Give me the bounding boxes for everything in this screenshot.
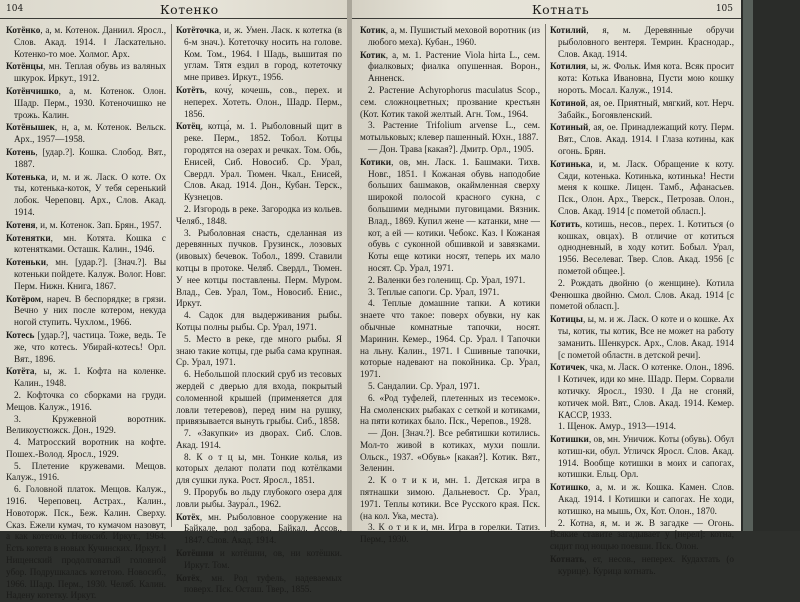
entry-headword: Котёнчишко	[6, 85, 59, 96]
column-rule	[171, 24, 172, 527]
entry-text: , кочу́, кочешь, сов., перех. и неперех. Хотеть. Олон., Шадр. Перм., 1856.	[184, 84, 342, 119]
entry-text: , и, м. Ласк. Обращение к коту. Сяди, котенька. Котинька, котинька! Нести меня к кошке. Лицен. Тамб., Афанасьев. Пск., Олон. Арх., Тверск., Петрозав. Олон., Слов. Акад. 1914 [с пометой обласп.].	[558, 158, 734, 216]
entry-sense	[176, 334, 342, 369]
entry-headword: Котишки	[550, 434, 589, 445]
entry-headword: Котеня	[6, 219, 36, 230]
entry-text: 5. Плетение кружевами. Мещов. Калуж., 1916.	[6, 460, 166, 483]
entry-text: 2. Валенки без голенищ. Ср. Урал, 1971.	[368, 274, 526, 285]
entry-headword: Котиный	[550, 122, 589, 133]
entry-text: — Дон. Трава [какая?]. Дмитр. Орл., 1905.	[368, 143, 534, 154]
entry-headword: Котёц	[176, 121, 201, 132]
entry-text: , ы, м. и ж. Ласк. О коте и о кошке. Ах ты, котик, ты котик, Все не может на работу заманить. Шенкурск. Арх., Слов. Акад. 1914 [с пометой областн. в детской речи].	[558, 314, 734, 360]
entry-text: 2. Изгородь в реке. Загородка из кольев. Челяб., 1848.	[176, 203, 342, 226]
entry-sense	[360, 522, 540, 546]
entry-sense	[360, 275, 540, 287]
entry-headword: Котёть	[176, 84, 205, 95]
entry-text: 6. Головной платок. Мещов. Калуж., 1916. Череповец. Астрах., Калин., Новоторж. Пск., Беж. Калин. Сверху. Сказ. Ежели кумач, то кумачом назовут, а как котетою. Новосиб. Иркут., 1964. Есть котета в новых Кучинских. Иркут. ‖ Нищенский продолговатый головной убор. Подрушкалась котетою. Новосиб., 1966. Шадр. Перм., 1930. Челяб. Калин. Надену котетку. Иркут.	[6, 484, 166, 601]
left-running-head: Котенко	[160, 2, 219, 17]
entry-text: , мн. Рыболовное сооружение на Байкале, род забора. Байкал. Ассов., 1847. Слов. Акад. 1914.	[184, 511, 342, 546]
entry-text: , и, ж. Умен. Ласк. к котетка (в 6-м знач.). Котеточку носить на голове. Ком. Том., 1964. ‖ Шадь, вышитая по углам. Тятя ездил в город, котеточку мне привез. Иркут., 1956.	[184, 25, 342, 83]
right-page	[352, 0, 741, 576]
entry-text: , а, м. Пушистый меховой воротник (из любого меха). Кубан., 1960.	[368, 25, 540, 47]
dictionary-entry	[360, 50, 540, 85]
entry-headword: Котнать	[550, 554, 585, 565]
entry-text: , нареч. В беспорядке; в грязи. Вечно у них после котером, некуда ногой ступить. Чухлом., 1966.	[14, 293, 166, 328]
dictionary-entry	[550, 362, 734, 421]
entry-text: [удар.?], частица. Тоже, ведь. Те же, что котесь. Убирай-котесь! Орл. Вят., 1896.	[14, 329, 166, 364]
entry-sense	[176, 452, 342, 487]
entry-headword: Котенятки	[6, 232, 51, 243]
entry-sense	[360, 475, 540, 522]
entry-text: 2. Кофточка со сборками на груди. Мещов. Калуж., 1916.	[6, 389, 166, 412]
entry-headword: Котёром	[6, 293, 42, 304]
entry-text: 4. Матросский воротник на кофте. Пошех.-Волод. Яросл., 1929.	[6, 437, 166, 459]
dictionary-entry	[550, 98, 734, 122]
entry-sense	[360, 144, 540, 156]
dictionary-entry	[6, 220, 166, 232]
entry-sense	[360, 120, 540, 144]
dictionary-entry	[6, 172, 166, 219]
left-column-2	[176, 24, 342, 595]
right-page-header	[352, 2, 741, 19]
entry-headword: Котишко	[550, 482, 589, 493]
entry-text: , ов, мн. Уничиж. Коты (обувь). Обул котиш-ки, обул. Угличск Яросл. Слов. Акад. 1914. Вообще котишки в моих и сапогах, котишки. Ельц. Орл.	[558, 434, 734, 480]
left-page-number: 104	[6, 4, 24, 14]
entry-text: 3. Теплые сапоги. Ср. Урал, 1971.	[368, 286, 500, 297]
entry-sense	[6, 390, 166, 414]
entry-headword: Котёнко	[6, 25, 41, 35]
entry-sense	[176, 428, 342, 452]
entry-text: 9. Прорубь во льду глубокого озера для ловли рыбы. Заура́л., 1962.	[176, 487, 342, 509]
entry-sense	[360, 287, 540, 299]
entry-headword: Котёточка	[176, 25, 219, 35]
left-page-header	[0, 2, 349, 19]
entry-text: , ая, ое. Принадлежащий коту. Перм. Вят., Слов. Акад. 1914. ‖ Глаза котины, как огонь. Брян.	[558, 122, 734, 156]
dictionary-entry	[6, 366, 166, 390]
dictionary-entry	[176, 573, 342, 597]
entry-sense	[176, 228, 342, 311]
entry-text: 6. Небольшой плоский сруб из тесовых жердей с дверью для входа, покрытый соломенной крышей (применяется для ловли тетеревов), перед ним на рушку, привязывается вынуть грыбы. Сиб., 1858.	[176, 369, 342, 427]
entry-sense	[6, 414, 166, 438]
entry-text: , а, м. Котенок. Олон. Шадр. Перм., 1930. Котеночишко не трожь. Калин.	[14, 85, 166, 120]
entry-sense	[176, 369, 342, 428]
dictionary-entry	[550, 314, 734, 361]
entry-text: , ов, мн. Ласк. 1. Башмаки. Тихв. Новг., 1851. ‖ Кожаная обувь наподобие больших башмаков, окаймленная сверху широкой полосой красного сукна, с большими медными пуговицами. Вязник. Влад., 1869. Купил жене — катанки, мне — кот, а ей — котики. Чебокс. Каз. ‖ Кожаная обувь с суконной обшивкой и завязками. Коты еще котики носят, теперь их мало носят. Ср. Урал, 1971.	[368, 156, 540, 273]
entry-text: 7. «Закупки» из дворах. Сиб. Слов. Акад. 1914.	[176, 428, 342, 450]
right-page-number: 105	[715, 4, 733, 14]
dictionary-entry	[550, 482, 734, 517]
entry-headword: Котичек	[550, 362, 586, 373]
dictionary-entry	[550, 219, 734, 278]
dictionary-entry	[550, 61, 734, 96]
entry-text: 1. Щенок. Амур., 1913—1914.	[558, 421, 676, 432]
entry-sense	[360, 298, 540, 381]
entry-text: 2. Котна, я, м. и ж. В загадке — Огонь. Всякие ставите загадывает у [нерел]: котна, сидит под нощью поевши. Пск. Олон.	[550, 517, 734, 552]
entry-text: 6. «Род туфелей, плетенных из тесемок». На смоленских рыбаках с сеткой и котиками, на пяти котиках было. Пск., Черепов., 1928.	[360, 392, 540, 427]
entry-text: , а, м. Котенок. Даниил. Яросл., Слов. Акад. 1914. ‖ Ласкательно. Котенко-то мое. Холмог. Арх.	[14, 25, 166, 59]
dictionary-entry	[550, 122, 734, 157]
entry-headword: Котёшни	[176, 548, 214, 559]
entry-sense	[550, 278, 734, 313]
entry-headword: Котесь	[6, 329, 35, 340]
entry-text: 3. Кружевной воротник. Великоустюжск. Дон., 1929.	[6, 413, 166, 436]
entry-sense	[360, 85, 540, 120]
dictionary-entry	[6, 330, 166, 365]
entry-text: 4. Садок для выдерживания рыбы. Котцы полны рыбы. Ср. Урал, 1971.	[176, 310, 342, 332]
entry-headword: Котик	[360, 49, 386, 60]
entry-sense	[550, 421, 734, 433]
dictionary-entry	[6, 122, 166, 146]
entry-headword: Котик	[360, 25, 386, 35]
entry-text: , а, м. 1. Растение Viola hirta L., сем. фиалковых; фиалка опушенная. Ворон., Анненск.	[368, 49, 540, 84]
entry-text: , мн. Котята. Кошка с котенятками. Осташк. Калин., 1946.	[14, 232, 166, 255]
dictionary-entry	[6, 147, 166, 171]
entry-headword: Котёнышек	[6, 122, 55, 133]
entry-text: , котишь, несов., перех. 1. Котиться (о кошках, овцах). В отличие от котиться однодневный, в ходу котит. Бобыл. Урал, 1956. Веселеваг. Твер. Слов. Акад. 1956 [с пометой общее.].	[558, 218, 734, 276]
entry-sense	[6, 437, 166, 461]
entry-headword: Котики	[360, 156, 392, 167]
entry-headword: Котинька	[550, 158, 591, 169]
entry-text: 2. Рождать двойню (о женщине). Котила Фенюшка двойню. Смол. Слов. Акад. 1914 [с пометой обласп.].	[550, 277, 734, 312]
dictionary-entry	[176, 512, 342, 547]
right-running-head: Котнать	[532, 2, 590, 17]
entry-headword: Котенька	[6, 171, 46, 182]
column-rule	[545, 24, 546, 527]
entry-sense	[360, 381, 540, 393]
right-column-1	[360, 24, 540, 545]
entry-headword: Котить	[550, 218, 580, 229]
entry-headword: Котёнцы	[6, 61, 44, 72]
entry-text: , ы, ж. 1. Кофта на коленке. Калин., 1948.	[14, 366, 166, 389]
dictionary-entry	[360, 157, 540, 275]
entry-sense	[6, 461, 166, 485]
entry-text: , мн. Теплая обувь из валяных шкурок. Иркут., 1912.	[14, 61, 166, 84]
entry-headword: Котиной	[550, 97, 586, 108]
dictionary-entry	[176, 121, 342, 204]
dictionary-entry	[360, 25, 540, 49]
entry-text: и котёшни, ов, ни котёшки. Иркут. Том.	[184, 548, 342, 570]
dictionary-entry	[550, 554, 734, 578]
dictionary-entry	[6, 233, 166, 257]
entry-sense	[176, 310, 342, 334]
entry-headword: Котёх	[176, 572, 200, 583]
entry-text: 8. К о т ц ы, мн. Тонкие колья, из которых делают полати под котёлками для сушки лука. Рост. Яросл., 1851.	[176, 451, 342, 486]
entry-sense	[176, 487, 342, 511]
left-column-1	[6, 24, 166, 601]
entry-text: , ет, несов., неперех. Кудахтать (о курице). Курица котнать.	[558, 554, 734, 576]
book-cover-edge	[741, 0, 800, 531]
entry-text: , я, м. Деревянные обручи рыболовного вентеря. Темрин. Краснодар., Слов. Акад. 1914.	[558, 25, 734, 59]
entry-headword: Котёта	[6, 366, 35, 377]
entry-text: , котца́, м. 1. Рыболовный щит в реке. Перм., 1852. Тобол. Котцы городятся на озерах и речках. Том. Обь, Енисей, Сиб. Новосиб. Ср. Урал, Свердл. Урал. Тюмен. Чкал., Енисей, Слов. Акад. 1914. Дон., Кубан. Терск., Кузнецов.	[184, 121, 342, 203]
dictionary-entry	[6, 294, 166, 329]
entry-text: 3. Растение Trifolium arvense L., сем. мотыльковых; клевер пашенный. Юхн., 1887.	[360, 120, 540, 143]
entry-text: , мн. [удар.?]. [Знач.?]. Вы котеньки пойдете. Калуж. Волог. Новг. Перм. Нижн. Книга, 1867.	[14, 257, 166, 291]
entry-sense	[176, 204, 342, 228]
entry-text: , и, м. и ж. Ласк. О коте. Ох ты, котенька-коток, У тебя серенький лобок. Череповц. Арх., Слов. Акад. 1914.	[14, 171, 166, 217]
entry-headword: Котень	[6, 146, 36, 157]
entry-text: 2. К о т и к и, мн. 1. Детская игра в пятнашки зимою. Дальневост. Ср. Урал, 1971. Теплы котики. Все Русского края. Пск. (на кол. Ука, места).	[360, 475, 540, 521]
entry-headword: Котилий	[550, 25, 587, 35]
dictionary-entry	[176, 548, 342, 572]
dictionary-entry	[6, 86, 166, 121]
entry-text: , [удар.?]. Кошка. Слобод. Вят., 1887.	[14, 146, 166, 169]
dictionary-entry	[6, 25, 166, 60]
entry-text: — Дон. [Знач.?]. Все ребятишки котились. Мол-то живой в котиках, мухи пошли. Ольск., 1937. «Обувь» [какая?]. Котик. Вят., Зеленин.	[360, 428, 540, 474]
entry-text: , чка, м. Ласк. О котенке. Олон., 1896. ‖ Котичек, иди ко мне. Шадр. Перм. Сорвали котичку. Яросл., 1930. ‖ Да не сгоняй, котичек мой. Вят., Слов. Акад. 1914. Кемер. КАССР, 1933.	[558, 362, 734, 420]
entry-text: , а, м. и ж. Кошка. Камен. Слов. Акад. 1914. ‖ Котишки и сапогах. Не ходи, котишко, на мышь, Ох, Кот. Олон., 1870.	[558, 482, 734, 516]
entry-sense	[6, 484, 166, 602]
entry-sense	[360, 393, 540, 428]
dictionary-entry	[550, 434, 734, 481]
dictionary-entry	[550, 25, 734, 60]
right-column-2	[550, 24, 734, 576]
entry-text: 5. Место в реке, где много рыбы. Я знаю такие котцы, где рыба сама крупная. Ср. Урал, 1971.	[176, 333, 342, 368]
dictionary-entry	[6, 61, 166, 85]
dictionary-entry	[176, 85, 342, 120]
entry-text: , н, а, м. Котенок. Вельск. Арх., 1957—1958.	[14, 122, 166, 145]
dictionary-entry	[550, 159, 734, 218]
entry-text: , ая, ое. Приятный, мягкий, кот. Нерч. Забайк., Богоявленский.	[558, 97, 734, 120]
entry-headword: Котилия	[550, 61, 586, 72]
entry-text: 3. К о т и к и, мн. Игра в горелки. Татиз. Перм., 1930.	[360, 522, 540, 545]
entry-text: 5. Сандалии. Ср. Урал, 1971.	[368, 380, 480, 391]
entry-headword: Котеньки	[6, 257, 47, 268]
dictionary-entry	[176, 25, 342, 84]
entry-text: , ы, ж. Фольк. Имя кота. Всяк просит кота: Котька Ивановна, Пусти мою кошку нороть. Мосал. Калуж., 1914.	[558, 61, 734, 95]
entry-sense	[550, 518, 734, 553]
left-page	[0, 0, 349, 601]
dictionary-entry	[6, 257, 166, 292]
entry-text: 3. Рыболовная снасть, сделанная из деревянных пучков. Грузинск., лозовых (ивовых) бечевок. Тобол., 1899. Ставили котцы в протоке. Челяб. Свердл., Тюмен. У нее котцы поставлены. Перм. Муром. Влад., Сев. Урал, Том., Новосиб. Енис., Иркут.	[176, 227, 342, 309]
entry-headword: Котёх	[176, 511, 200, 522]
entry-text: , мн. Род туфель, надеваемых поверх. Пск. Осташ. Твер., 1855.	[184, 572, 342, 595]
entry-headword: Котицы	[550, 314, 583, 325]
entry-text: 4. Теплые домашние тапки. А котики знаете что такое: поверх обувки, ну как обычные комнатные тапочки, носят. Маринин. Кемер., 1964. Ср. Урал. ‖ Тапочки на льну. Калин., 1971. ‖ Сшивные тапочки, которые надевают на покойника. Ср. Урал, 1971.	[360, 298, 540, 380]
entry-text: 2. Растение Achyrophorus maculatus Scop., сем. сложноцветных; прозвание крестьян (Кот. Котик такой желтый. Агн. Том., 1964.	[360, 84, 540, 119]
entry-sense	[360, 428, 540, 475]
entry-text: , и, м. Котенок. Зап. Брян., 1957.	[35, 219, 162, 230]
